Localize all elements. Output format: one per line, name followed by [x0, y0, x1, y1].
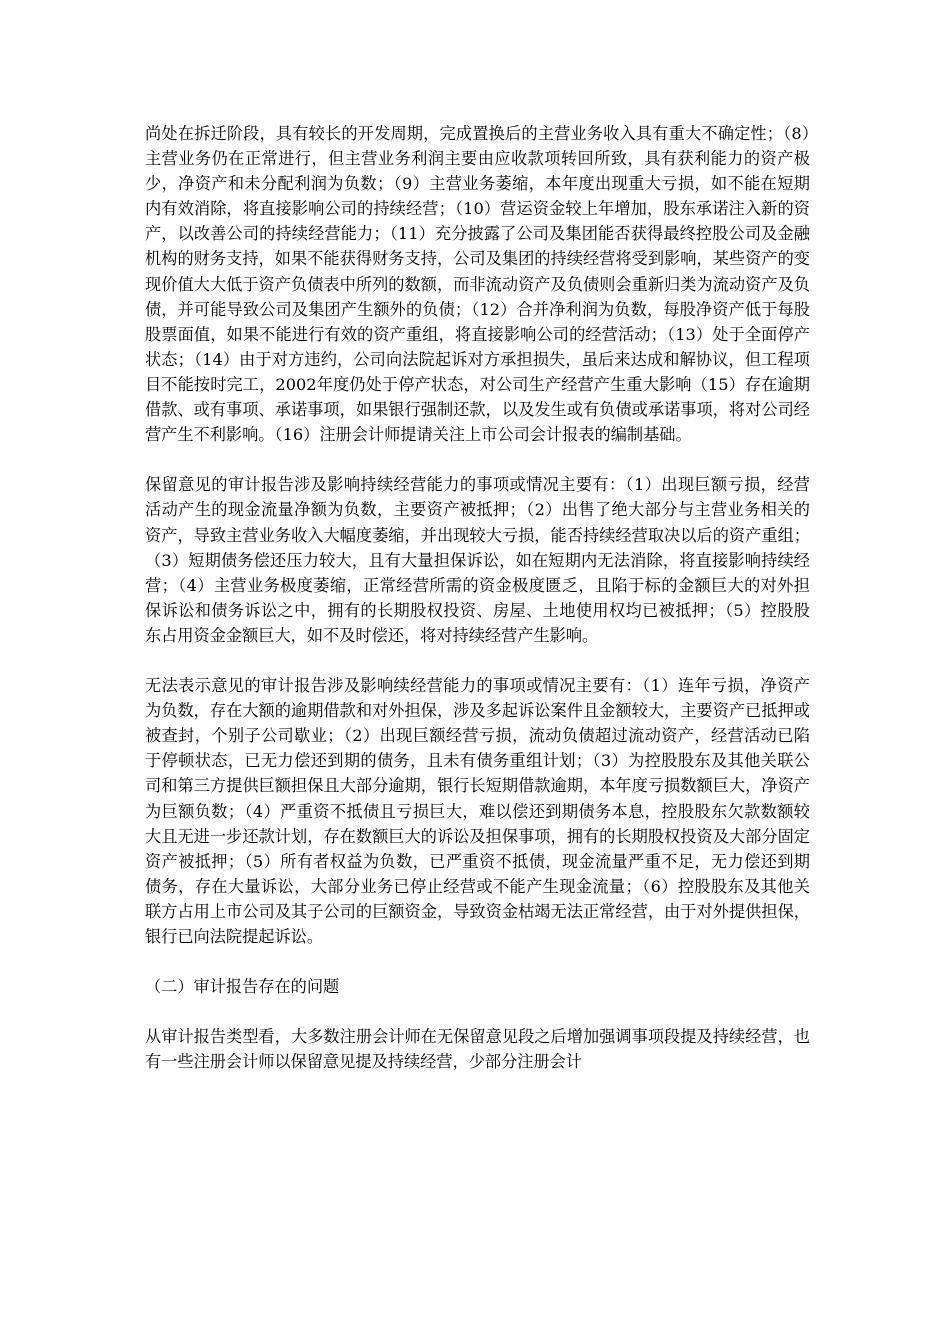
paragraph-going-concern-emphasis: 尚处在拆迁阶段，具有较长的开发周期，完成置换后的主营业务收入具有重大不确定性；（8）主营业务仍在正常进行，但主营业务利润主要由应收款项转回所致，具有获利能力的资产极少，净资产和未分配利润为负数；（9）主营业务萎缩，本年度出现重大亏损，如不能在短期内有效消除，将直接影响公司的持续经营；（10）营运资金较上年增加，股东承诺注入新的资产，以改善公司的持续经营能力；（11）充分披露了公司及集团能否获得最终控股公司及金融机构的财务支持，如果不能获得财务支持，公司及集团的持续经营将受到影响，某些资产的变现价值大大低于资产负债表中所列的数额，而非流动资产及负债则会重新归类为流动资产及负债，并可能导致公司及集团产生额外的负债；（12）合并净利润为负数，每股净资产低于每股股票面值，如果不能进行有效的资产重组，将直接影响公司的经营活动；（13）处于全面停产状态；（14）由于对方违约，公司向法院起诉对方承担损失，虽后来达成和解协议，但工程项目不能按时完工，2002年度仍处于停产状态，对公司生产经营产生重大影响（15）存在逾期借款、或有事项、承诺事项，如果银行强制还款，以及发生或有负债或承诺事项，将对公司经营产生不利影响。（16）注册会计师提请关注上市公司会计报表的编制基础。	[145, 124, 810, 445]
section-heading: （二）审计报告存在的问题	[145, 977, 340, 997]
paragraph-disclaimer-opinion: 无法表示意见的审计报告涉及影响续经营能力的事项或情况主要有：（1）连年亏损，净资产为负数，存在大额的逾期借款和对外担保，涉及多起诉讼案件且金额较大，主要资产已抵押或被查封，个别子公司歇业；（2）出现巨额经营亏损，流动负债超过流动资产，经营活动已陷于停顿状态，已无力偿还到期的债务，且未有债务重组计划；（3）为控股股东及其他关联公司和第三方提供巨额担保且大部分逾期，银行长短期借款逾期，本年度亏损数额巨大，净资产为巨额负数；（4）严重资不抵债且亏损巨大，难以偿还到期债务本息，控股股东欠款数额较大且无进一步还款计划，存在数额巨大的诉讼及担保事项，拥有的长期股权投资及大部分固定资产被抵押；（5）所有者权益为负数，已严重资不抵债，现金流量严重不足，无力偿还到期债务，存在大量诉讼，大部分业务已停止经营或不能产生现金流量；（6）控股股东及其他关联方占用上市公司及其子公司的巨额资金，导致资金枯竭无法正常经营，由于对外提供担保，银行已向法院提起诉讼。	[145, 676, 810, 946]
paragraph-report-problems: 从审计报告类型看，大多数注册会计师在无保留意见段之后增加强调事项段提及持续经营，也有一些注册会计师以保留意见提及持续经营，少部分注册会计	[145, 1027, 810, 1072]
paragraph-qualified-opinion: 保留意见的审计报告涉及影响持续经营能力的事项或情况主要有：（1）出现巨额亏损，经营活动产生的现金流量净额为负数，主要资产被抵押；（2）出售了绝大部分与主营业务相关的资产，导致主营业务收入大幅度萎缩，并出现较大亏损，能否持续经营取决以后的资产重组；（3）短期债务偿还压力较大，且有大量担保诉讼，如在短期内无法消除，将直接影响持续经营；（4）主营业务极度萎缩，正常经营所需的资金极度匮乏，且陷于标的金额巨大的对外担保诉讼和债务诉讼之中，拥有的长期股权投资、房屋、土地使用权均已被抵押；（5）控股股东占用资金金额巨大，如不及时偿还，将对持续经营产生影响。	[145, 475, 810, 645]
document-page	[145, 121, 810, 1100]
